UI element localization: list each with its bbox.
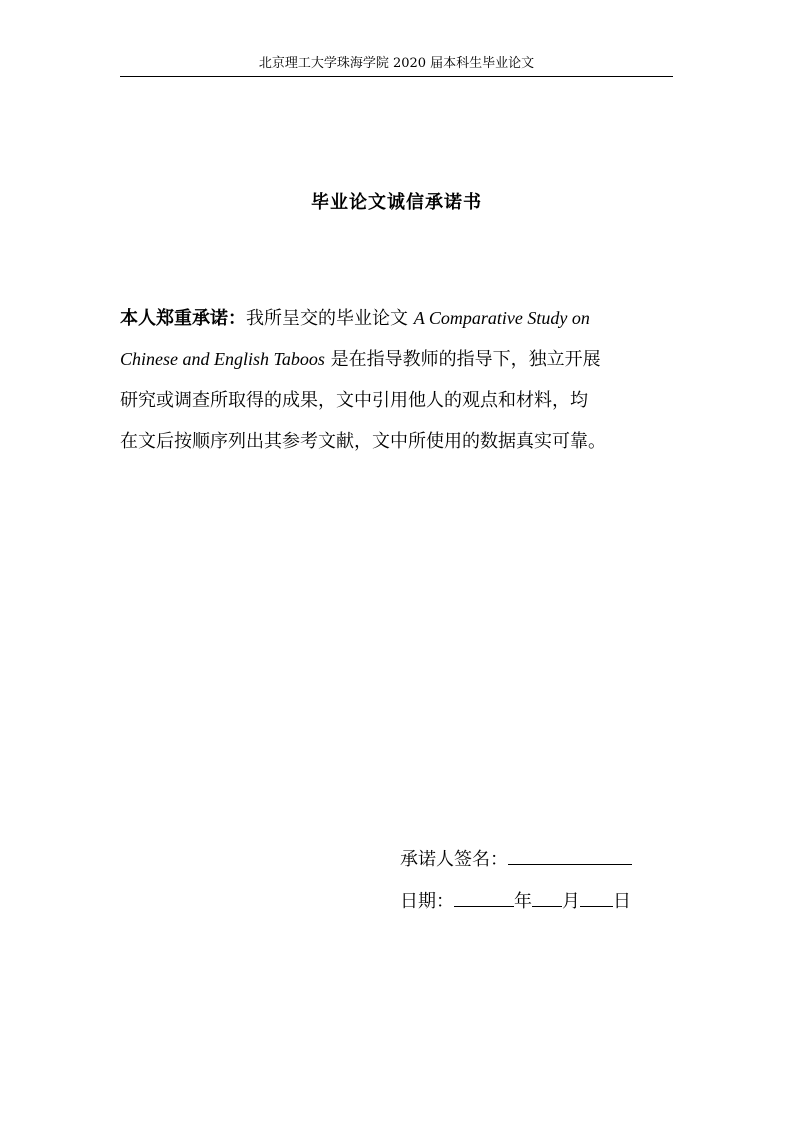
pledge-line-3: 研究或调查所取得的成果，文中引用他人的观点和材料，均 — [120, 390, 588, 411]
date-label: 日期： — [400, 891, 454, 912]
running-title: 北京理工大学珠海学院 2020 届本科生毕业论文 — [258, 56, 535, 71]
document-title: 毕业论文诚信承诺书 — [311, 192, 482, 213]
pledge-body — [120, 298, 650, 462]
thesis-title-part2: Chinese and English Taboos — [120, 349, 325, 369]
month-blank[interactable] — [532, 880, 562, 907]
day-label: 日 — [613, 891, 631, 912]
day-blank[interactable] — [580, 880, 613, 907]
pledge-lead: 本人郑重承诺： — [120, 308, 246, 329]
pledge-text-2: 是在指导教师的指导下，独立开展 — [324, 349, 601, 370]
date-row — [400, 880, 632, 922]
signer-row — [400, 838, 632, 880]
pledge-line-2 — [120, 339, 650, 380]
pledge-text-1: 我所呈交的毕业论文 — [246, 308, 414, 329]
signature-area — [400, 838, 632, 922]
thesis-title-part1: A Comparative Study on — [413, 308, 590, 328]
signer-label: 承诺人签名： — [400, 849, 508, 870]
pledge-line-4: 在文后按顺序列出其参考文献，文中所使用的数据真实可靠。 — [120, 431, 606, 452]
page-header — [120, 52, 673, 77]
signer-blank[interactable] — [508, 838, 632, 865]
month-label: 月 — [562, 891, 580, 912]
pledge-line-1 — [120, 298, 650, 339]
year-blank[interactable] — [454, 880, 514, 907]
year-label: 年 — [514, 891, 532, 912]
